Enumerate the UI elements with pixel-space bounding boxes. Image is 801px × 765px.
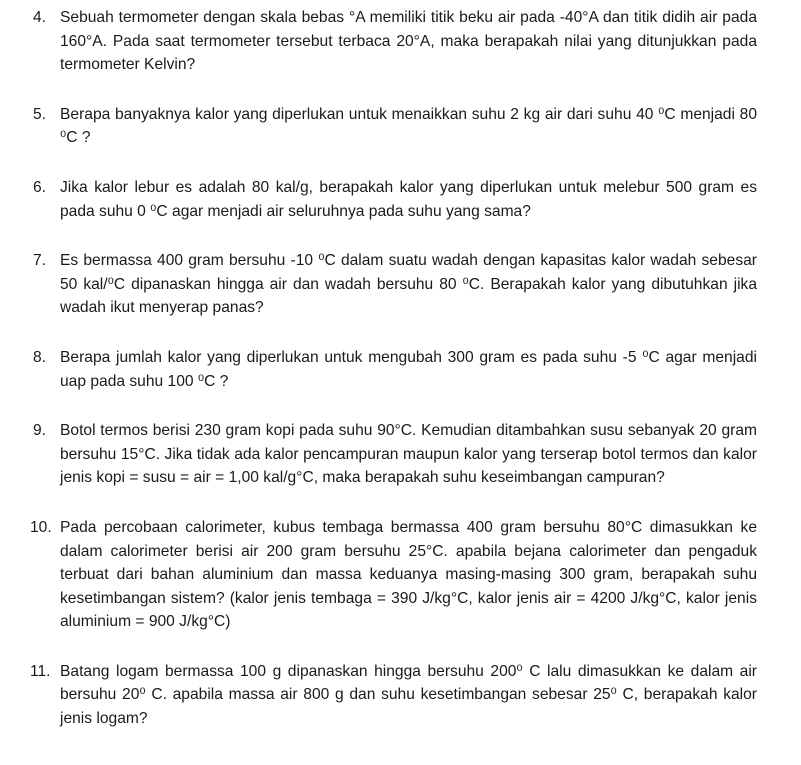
question-number: 6. xyxy=(33,178,47,196)
question-text: Es bermassa 400 gram bersuhu -10 ⁰C dalam suatu wadah dengan kapasitas kalor wadah sebesar 50 kal/⁰C dipanaskan hingga air dan wadah bersuhu 80 ⁰C. Berapakah kalor yang dibutuhkan jika wadah ikut menyerap panas? xyxy=(60,252,757,317)
question-number: 9. xyxy=(33,422,47,440)
question-item xyxy=(0,6,757,77)
question-item xyxy=(0,103,757,150)
question-item xyxy=(0,249,757,320)
question-item xyxy=(0,516,757,634)
question-text: Batang logam bermassa 100 g dipanaskan hingga bersuhu 200⁰ C lalu dimasukkan ke dalam air bersuhu 20⁰ C. apabila massa air 800 g dan suhu kesetimbangan sebesar 25⁰ C, berapakah kalor jenis logam? xyxy=(60,662,757,728)
question-item xyxy=(0,346,757,393)
question-text: Botol termos berisi 230 gram kopi pada suhu 90°C. Kemudian ditambahkan susu sebanyak 20 gram bersuhu 15°C. Jika tidak ada kalor pencampuran maupun kalor yang terserap botol termos dan kalor jenis kopi = susu = air = 1,00 kal/g°C, maka berapakah suhu keseimbangan campuran? xyxy=(60,422,757,487)
question-text: Berapa banyaknya kalor yang diperlukan untuk menaikkan suhu 2 kg air dari suhu 40 ⁰C menjadi 80 ⁰C ? xyxy=(60,105,757,147)
question-item xyxy=(0,176,757,223)
question-number: 7. xyxy=(33,252,47,270)
question-number: 11. xyxy=(30,662,51,680)
question-text: Berapa jumlah kalor yang diperlukan untuk mengubah 300 gram es pada suhu -5 ⁰C agar menjadi uap pada suhu 100 ⁰C ? xyxy=(60,348,757,390)
question-text: Pada percobaan calorimeter, kubus tembaga bermassa 400 gram bersuhu 80°C dimasukkan ke dalam calorimeter berisi air 200 gram bersuhu 25°C. apabila bejana calorimeter dan pengaduk terbuat dari bahan aluminium dan massa keduanya masing-masing 300 gram, berapakah suhu kesetimbangan sistem? (kalor jenis tembaga = 390 J/kg°C, kalor jenis air = 4200 J/kg°C, kalor jenis aluminium = 900 J/kg°C) xyxy=(60,518,757,631)
question-text: Sebuah termometer dengan skala bebas °A memiliki titik beku air pada -40°A dan titik didih air pada 160°A. Pada saat termometer tersebut terbaca 20°A, maka berapakah nilai yang ditunjukkan pada termometer Kelvin? xyxy=(60,9,757,74)
question-number: 4. xyxy=(33,9,47,26)
question-text: Jika kalor lebur es adalah 80 kal/g, berapakah kalor yang diperlukan untuk melebur 500 gram es pada suhu 0 ⁰C agar menjadi air seluruhnya pada suhu yang sama? xyxy=(60,178,757,220)
question-number: 10. xyxy=(30,518,52,536)
question-number: 5. xyxy=(33,105,47,123)
question-item xyxy=(0,660,757,731)
question-number: 8. xyxy=(33,348,47,366)
question-item xyxy=(0,419,757,490)
